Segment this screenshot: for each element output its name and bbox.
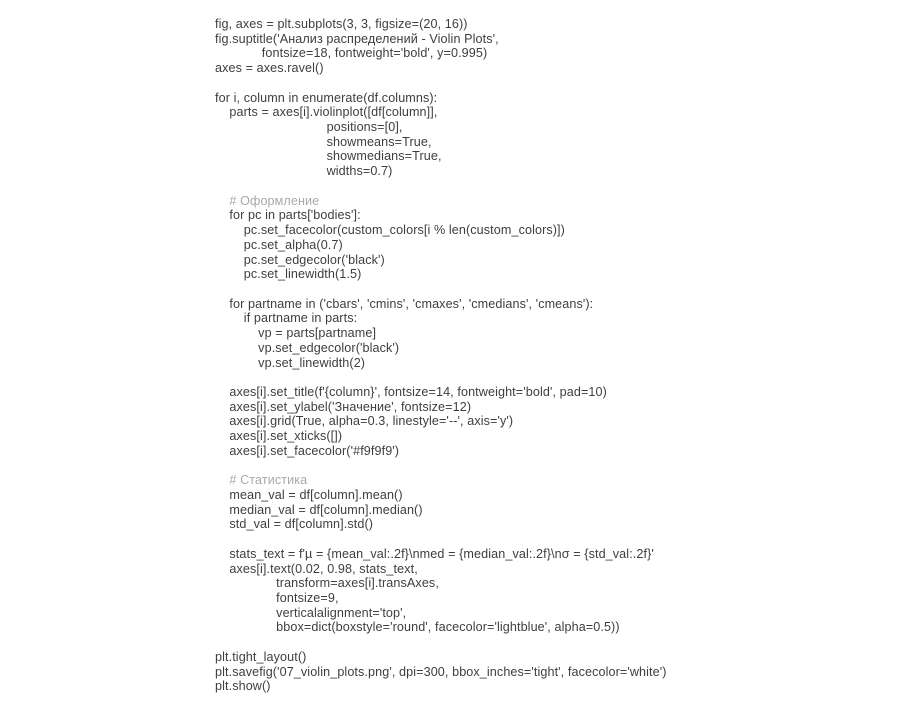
code-line: for partname in ('cbars', 'cmins', 'cmaxes', 'cmedians', 'cmeans'):	[215, 296, 594, 311]
code-line: transform=axes[i].transAxes,	[215, 576, 439, 591]
code-line: fig, axes = plt.subplots(3, 3, figsize=(20, 16))	[215, 17, 468, 31]
code-line: fontsize=18, fontweight='bold', y=0.995)	[215, 46, 488, 61]
code-line	[215, 76, 667, 91]
code-line: mean_val = df[column].mean()	[215, 488, 403, 502]
code-line: showmedians=True,	[215, 149, 442, 164]
code-line: pc.set_facecolor(custom_colors[i % len(custom_colors)])	[215, 223, 565, 238]
code-comment-line: # Оформление	[215, 193, 320, 208]
code-line: vp.set_edgecolor('black')	[215, 340, 400, 355]
code-comment-line: # Статистика	[215, 473, 308, 488]
code-line: positions=[0],	[215, 120, 403, 135]
code-line: axes[i].set_title(f'{column}', fontsize=14, fontweight='bold', pad=10)	[215, 384, 607, 399]
code-line: verticalalignment='top',	[215, 605, 407, 620]
code-line: std_val = df[column].std()	[215, 517, 374, 532]
code-line: plt.tight_layout()	[215, 649, 307, 664]
code-line: for pc in parts['bodies']:	[215, 208, 361, 223]
code-line: widths=0.7)	[215, 164, 393, 179]
code-line: axes = axes.ravel()	[215, 61, 324, 76]
code-line: axes[i].set_ylabel('Значение', fontsize=12)	[215, 399, 472, 414]
code-line: pc.set_edgecolor('black')	[215, 252, 385, 267]
code-line: pc.set_linewidth(1.5)	[215, 267, 362, 282]
code-line	[215, 179, 667, 194]
code-line: vp = parts[partname]	[215, 326, 377, 341]
code-line	[215, 370, 667, 385]
code-line: median_val = df[column].median()	[215, 502, 423, 517]
code-line: fontsize=9,	[215, 591, 339, 606]
code-line: axes[i].text(0.02, 0.98, stats_text,	[215, 561, 418, 576]
code-line: axes[i].set_facecolor('#f9f9f9')	[215, 443, 400, 458]
code-line: plt.show()	[215, 679, 271, 694]
code-line: stats_text = f'µ = {mean_val:.2f}\nmed = {median_val:.2f}\nσ = {std_val:.2f}'	[215, 546, 654, 561]
code-line	[215, 459, 667, 474]
python-code-snippet	[215, 17, 667, 694]
code-line: if partname in parts:	[215, 311, 358, 326]
code-line: axes[i].grid(True, alpha=0.3, linestyle='--', axis='y')	[215, 414, 514, 429]
code-line: showmeans=True,	[215, 134, 432, 149]
code-line: bbox=dict(boxstyle='round', facecolor='lightblue', alpha=0.5))	[215, 620, 620, 635]
code-line: fig.suptitle('Анализ распределений - Violin Plots',	[215, 31, 499, 46]
code-line: parts = axes[i].violinplot([df[column]],	[215, 105, 438, 120]
code-line	[215, 635, 667, 650]
code-line: pc.set_alpha(0.7)	[215, 237, 343, 252]
code-line: vp.set_linewidth(2)	[215, 355, 366, 370]
code-line	[215, 282, 667, 297]
code-line: plt.savefig('07_violin_plots.png', dpi=300, bbox_inches='tight', facecolor='white')	[215, 664, 667, 679]
code-line	[215, 532, 667, 547]
code-line: axes[i].set_xticks([])	[215, 429, 343, 444]
code-line: for i, column in enumerate(df.columns):	[215, 90, 438, 105]
